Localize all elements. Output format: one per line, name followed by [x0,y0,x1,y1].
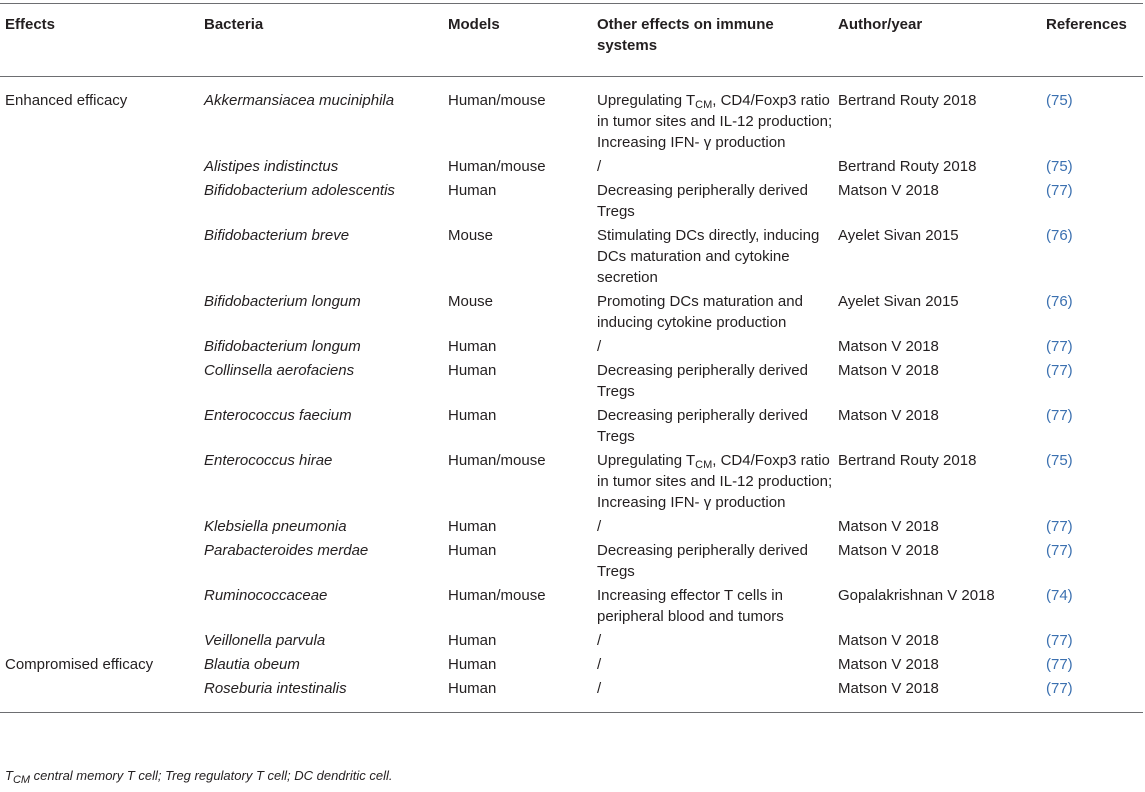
other-effects-text: Increasing effector T cells in peripheral blood and tumors [597,587,784,625]
model-cell: Human/mouse [448,158,546,175]
effect-cell [0,405,199,450]
reference-cell [1041,360,1143,405]
bacteria-cell: Akkermansiacea muciniphila [204,92,395,109]
model-cell: Human [448,338,497,355]
other-effects-text: Decreasing peripherally derived Tregs [597,542,808,580]
effect-cell [0,180,199,225]
header-references: References [1046,16,1127,33]
effect-cell [0,336,199,360]
other-effects-subscript: CM [695,99,713,111]
bacteria-cell: Veillonella parvula [204,632,326,649]
table-row [0,678,1143,713]
model-cell: Human [448,518,497,535]
other-effects-cell [592,630,833,654]
model-cell: Human [448,407,497,424]
table-row [0,291,1143,336]
reference-cell [1041,336,1143,360]
effect-cell [0,678,199,713]
reference-cell [1041,678,1143,713]
bacteria-cell: Collinsella aerofaciens [204,362,355,379]
author-year-cell: Bertrand Routy 2018 [838,158,977,175]
other-effects-text: Upregulating T [597,92,696,109]
bacteria-cell: Ruminococcaceae [204,587,328,604]
header-other-effects: Other effects on immune systems [597,16,774,54]
bacteria-cell: Bifidobacterium longum [204,293,361,310]
model-cell: Human [448,632,497,649]
other-effects-cell [592,225,833,291]
author-year-cell: Matson V 2018 [838,362,939,379]
bacteria-cell: Roseburia intestinalis [204,680,347,697]
author-year-cell: Ayelet Sivan 2015 [838,293,959,310]
model-cell: Human [448,542,497,559]
footnote-text: central memory T cell; Treg regulatory T cell; DC dendritic cell. [30,768,393,783]
other-effects-text: Decreasing peripherally derived Tregs [597,182,808,220]
effect-cell [0,156,199,180]
reference-link[interactable]: (75) [1046,452,1073,469]
other-effects-text: Upregulating T [597,452,696,469]
table-body [0,77,1143,713]
other-effects-text-cont: , CD4/Foxp3 ratio in tumor sites and IL-12 production; Increasing IFN- γ production [597,92,833,151]
bacteria-cell: Bifidobacterium adolescentis [204,182,395,199]
other-effects-cell [592,654,833,678]
model-cell: Mouse [448,227,494,244]
other-effects-text: Decreasing peripherally derived Tregs [597,362,808,400]
bacteria-cell: Bifidobacterium breve [204,227,350,244]
author-year-cell: Gopalakrishnan V 2018 [838,587,995,604]
table-row [0,516,1143,540]
model-cell: Human [448,680,497,697]
table-row [0,450,1143,516]
reference-cell [1041,540,1143,585]
effect-cell [0,360,199,405]
reference-cell [1041,630,1143,654]
other-effects-text-cont: , CD4/Foxp3 ratio in tumor sites and IL-12 production; Increasing IFN- γ production [597,452,833,511]
effect-cell [0,225,199,291]
author-year-cell: Matson V 2018 [838,338,939,355]
effect-cell [0,630,199,654]
other-effects-cell [592,360,833,405]
reference-cell [1041,225,1143,291]
table-row [0,77,1143,157]
reference-link[interactable]: (77) [1046,518,1073,535]
bacteria-cell: Enterococcus faecium [204,407,352,424]
model-cell: Human [448,656,497,673]
bacteria-cell: Alistipes indistinctus [204,158,339,175]
other-effects-text: / [597,158,602,175]
other-effects-cell [592,540,833,585]
other-effects-text: Decreasing peripherally derived Tregs [597,407,808,445]
footnote-subscript: CM [12,774,31,786]
reference-link[interactable]: (77) [1046,362,1073,379]
effect-cell [0,450,199,516]
model-cell: Human [448,182,497,199]
header-effects: Effects [5,16,56,33]
bacteria-cell: Klebsiella pneumonia [204,518,347,535]
bacteria-effects-table [0,3,1143,713]
table-row [0,225,1143,291]
model-cell: Human/mouse [448,452,546,469]
model-cell: Mouse [448,293,494,310]
table-row [0,405,1143,450]
author-year-cell: Bertrand Routy 2018 [838,452,977,469]
header-bacteria: Bacteria [204,16,264,33]
reference-cell [1041,516,1143,540]
model-cell: Human/mouse [448,587,546,604]
other-effects-cell [592,336,833,360]
reference-link[interactable]: (77) [1046,407,1073,424]
table-row [0,630,1143,654]
table-row [0,585,1143,630]
data-table-container [0,3,1145,713]
reference-link[interactable]: (77) [1046,338,1073,355]
effect-cell [0,585,199,630]
reference-cell [1041,405,1143,450]
table-row [0,360,1143,405]
author-year-cell: Matson V 2018 [838,182,939,199]
effect-cell: Enhanced efficacy [5,92,128,109]
other-effects-cell [592,156,833,180]
author-year-cell: Matson V 2018 [838,542,939,559]
table-row [0,156,1143,180]
other-effects-text: / [597,632,602,649]
reference-cell [1041,291,1143,336]
reference-link[interactable]: (76) [1046,227,1073,244]
reference-link[interactable]: (77) [1046,656,1073,673]
other-effects-text: / [597,518,602,535]
table-footnote [5,768,393,786]
reference-link[interactable]: (77) [1046,542,1073,559]
other-effects-text: Promoting DCs maturation and inducing cytokine production [597,293,803,331]
reference-link[interactable]: (77) [1046,182,1073,199]
other-effects-text: / [597,338,602,355]
bacteria-cell: Parabacteroides merdae [204,542,369,559]
author-year-cell: Matson V 2018 [838,518,939,535]
table-row [0,654,1143,678]
other-effects-cell [592,77,833,157]
other-effects-cell [592,678,833,713]
reference-link[interactable]: (77) [1046,680,1073,697]
other-effects-text: / [597,656,602,673]
reference-cell [1041,156,1143,180]
reference-cell [1041,180,1143,225]
bacteria-cell: Enterococcus hirae [204,452,333,469]
author-year-cell: Matson V 2018 [838,656,939,673]
author-year-cell: Ayelet Sivan 2015 [838,227,959,244]
other-effects-text: / [597,680,602,697]
other-effects-cell [592,516,833,540]
reference-link[interactable]: (74) [1046,587,1073,604]
table-row [0,336,1143,360]
other-effects-cell [592,291,833,336]
reference-cell [1041,77,1143,157]
other-effects-text: Stimulating DCs directly, inducing DCs maturation and cytokine secretion [597,227,820,286]
other-effects-cell [592,585,833,630]
reference-link[interactable]: (75) [1046,158,1073,175]
other-effects-cell [592,405,833,450]
table-row [0,540,1143,585]
effect-cell [0,516,199,540]
model-cell: Human/mouse [448,92,546,109]
other-effects-cell [592,180,833,225]
author-year-cell: Matson V 2018 [838,680,939,697]
other-effects-subscript: CM [695,459,713,471]
model-cell: Human [448,362,497,379]
reference-cell [1041,654,1143,678]
footnote-prefix: T [5,768,13,783]
header-models: Models [448,16,500,33]
reference-link[interactable]: (75) [1046,92,1073,109]
other-effects-cell [592,450,833,516]
reference-cell [1041,585,1143,630]
author-year-cell: Matson V 2018 [838,407,939,424]
bacteria-cell: Blautia obeum [204,656,300,673]
bacteria-cell: Bifidobacterium longum [204,338,361,355]
effect-cell: Compromised efficacy [5,656,154,673]
effect-cell [0,291,199,336]
header-author-year: Author/year [838,16,923,33]
reference-link[interactable]: (77) [1046,632,1073,649]
table-header-row [0,4,1143,77]
reference-cell [1041,450,1143,516]
reference-link[interactable]: (76) [1046,293,1073,310]
effect-cell [0,540,199,585]
author-year-cell: Bertrand Routy 2018 [838,92,977,109]
author-year-cell: Matson V 2018 [838,632,939,649]
table-row [0,180,1143,225]
